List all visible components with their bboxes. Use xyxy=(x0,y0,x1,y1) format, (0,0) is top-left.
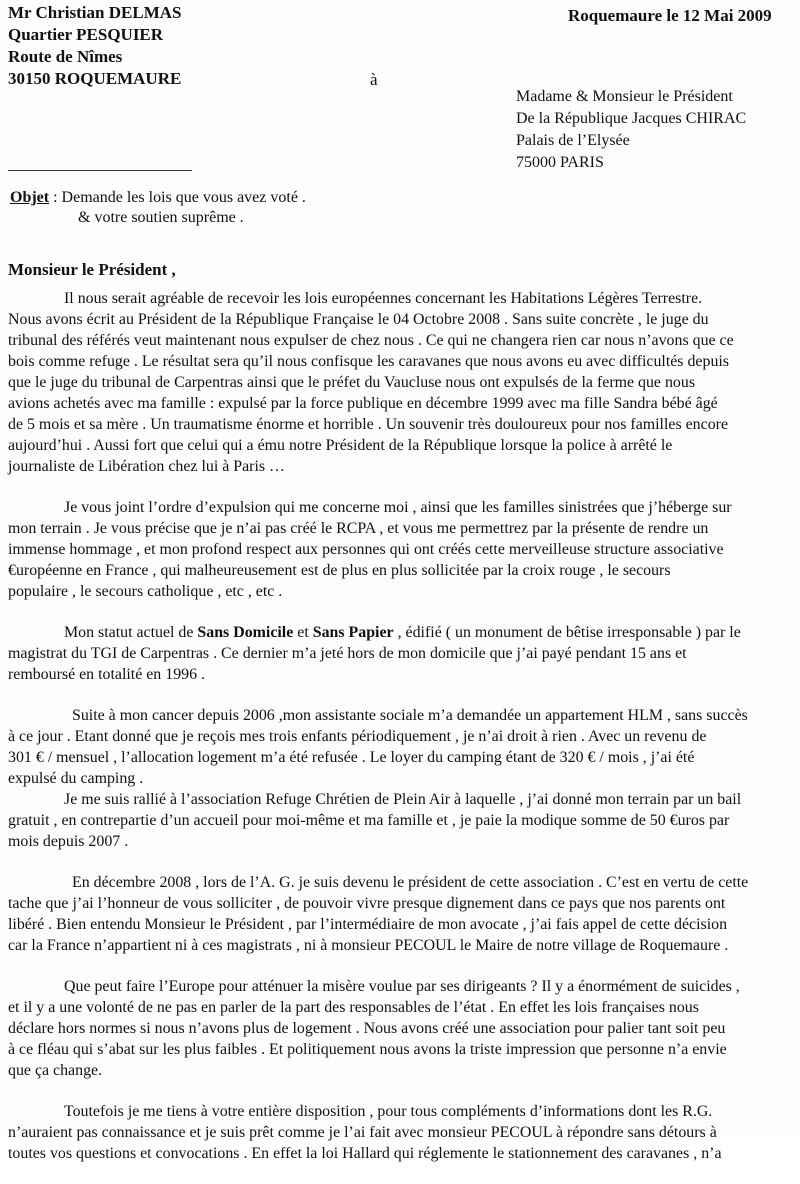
text-line: journaliste de Libération chez lui à Paris … xyxy=(8,458,285,475)
text-line: Toutefois je me tiens à votre entière disposition , pour tous compléments d’informations dont les R.G. xyxy=(64,1103,713,1120)
text-run: Mon statut actuel de xyxy=(64,624,198,641)
text-line: magistrat du TGI de Carpentras . Ce dernier m’a jeté hors de mon domicile que j’ai payé pendant 15 ans et xyxy=(8,645,687,662)
text-line: que le juge du tribunal de Carpentras ainsi que le préfet du Vaucluse nous ont expulsés de la ferme que nous xyxy=(8,374,696,391)
salutation: Monsieur le Président , xyxy=(8,260,176,279)
status-sans-papier: Sans Papier xyxy=(312,624,394,641)
sender-line-2: Quartier PESQUIER xyxy=(8,25,164,44)
sender-line-4: 30150 ROQUEMAURE xyxy=(8,69,182,88)
text-line: Nous avons écrit au Président de la République Française le 04 Octobre 2008 . Sans suite concrète , le juge du xyxy=(8,311,709,328)
status-sans-domicile: Sans Domicile xyxy=(197,624,294,641)
separator-rule xyxy=(8,170,192,171)
text-line: mon terrain . Je vous précise que je n’ai pas créé le RCPA , et vous me permettrez par la présente de rendre un xyxy=(8,520,709,537)
text-line: que ça change. xyxy=(8,1062,103,1079)
paragraph-7 xyxy=(8,976,798,1081)
text-line: libéré . Bien entendu Monsieur le Président , par l’intermédiaire de mon avocate , j’ai fais appel de cette décision xyxy=(8,916,728,933)
text-line: Que peut faire l’Europe pour atténuer la misère voulue par ses dirigeants ? Il y a énormément de suicides , xyxy=(64,978,740,995)
text-line: car la France n’appartient ni à ces magistrats , ni à monsieur PECOUL le Maire de notre village de Roquemaure . xyxy=(8,937,729,954)
text-line: aujourd’hui . Aussi fort que celui qui a ému notre Président de la République lorsque la police à arrêté le xyxy=(8,437,673,454)
paragraph-8 xyxy=(8,1101,798,1164)
text-line: n’auraient pas connaissance et je suis prêt comme je l’ai fait avec monsieur PECOUL à répondre sans détours à xyxy=(8,1124,717,1141)
subject-line-1: : Demande les lois que vous avez voté . xyxy=(49,189,306,206)
sender-line-3: Route de Nîmes xyxy=(8,47,123,66)
text-line: bois comme refuge . Le résultat sera qu’il nous confisque les caravanes que nous avons eu avec difficultés depuis xyxy=(8,353,730,370)
text-line: Je vous joint l’ordre d’expulsion qui me concerne moi , ainsi que les familles sinistrées que j’héberge sur xyxy=(64,499,732,516)
paragraph-2 xyxy=(8,497,798,602)
text-line: toutes vos questions et convocations . En effet la loi Hallard qui réglemente le stationnement des caravanes , n’a xyxy=(8,1145,722,1162)
text-run: et xyxy=(293,624,313,641)
letter-body xyxy=(8,288,798,1184)
text-line: Il nous serait agréable de recevoir les lois européennes concernant les Habitations Légères Terrestre. xyxy=(64,290,703,307)
text-line: remboursé en totalité en 1996 . xyxy=(8,666,206,683)
paragraph-3 xyxy=(8,622,798,685)
recipient-line-1: Madame & Monsieur le Président xyxy=(516,88,733,105)
text-line: Je me suis rallié à l’association Refuge Chrétien de Plein Air à laquelle , j’ai donné mon terrain par un bail xyxy=(64,791,742,808)
text-line: et il y a une volonté de ne pas en parler de la part des responsables de l’état . En effet les lois françaises nous xyxy=(8,999,699,1016)
text-line: immense hommage , et mon profond respect aux personnes qui ont créés cette merveilleuse structure associative xyxy=(8,541,724,558)
sender-name: Mr Christian DELMAS xyxy=(8,3,182,22)
text-line: €uropéenne en France , qui malheureusement est de plus en plus sollicitée par la croix rouge , le secours xyxy=(8,562,671,579)
subject-label: Objet xyxy=(10,189,50,206)
text-line: à ce fléau qui s’abat sur les plus faibles . Et politiquement nous avons la triste impression que personne n’a envie xyxy=(8,1041,727,1058)
text-line: avions achetés avec ma famille : expulsé par la force publique en décembre 1999 avec ma fille Sandra bébé âgé xyxy=(8,395,718,412)
text-line: En décembre 2008 , lors de l’A. G. je suis devenu le président de cette association . C’est en vertu de cette xyxy=(72,874,749,891)
text-run: , édifié ( un monument de bêtise irresponsable ) par le xyxy=(393,624,741,641)
text-line: populaire , le secours catholique , etc , etc . xyxy=(8,583,283,600)
to-marker: à xyxy=(370,70,378,89)
text-line: gratuit , en contrepartie d’un accueil pour moi-même et ma famille et , je paie la modique somme de 50 €uros par xyxy=(8,812,730,829)
text-line: expulsé du camping . xyxy=(8,770,144,787)
text-line: tribunal des référés veut maintenant nous expulser de chez nous . Ce qui ne changera rien car nous n’avons que ce xyxy=(8,332,734,349)
recipient-line-2: De la République Jacques CHIRAC xyxy=(516,110,747,127)
paragraph-5 xyxy=(8,789,798,852)
paragraph-4 xyxy=(8,705,798,789)
text-line xyxy=(8,622,798,643)
text-line: déclare hors normes si nous n’avons plus de logement . Nous avons créé une association pour palier tant soit peu xyxy=(8,1020,726,1037)
paragraph-6 xyxy=(8,872,798,956)
text-line: à ce jour . Etant donné que je reçois mes trois enfants périodiquement , je n’ai droit à rien . Avec un revenu de xyxy=(8,728,707,745)
text-line: de 5 mois et sa mère . Un traumatisme énorme et horrible . Un souvenir très douloureux pour nos familles encore xyxy=(8,416,728,433)
paragraph-1 xyxy=(8,288,798,477)
text-line: tache que j’ai l’honneur de vous solliciter , de pouvoir vivre presque dignement dans ce pays que nos parents ont xyxy=(8,895,726,912)
sender-address xyxy=(8,2,181,90)
subject-block xyxy=(10,188,306,228)
recipient-line-3: Palais de l’Elysée xyxy=(516,132,630,149)
text-line: mois depuis 2007 . xyxy=(8,833,129,850)
text-line: Suite à mon cancer depuis 2006 ,mon assistante sociale m’a demandée un appartement HLM , sans succès xyxy=(72,707,748,724)
recipient-line-4: 75000 PARIS xyxy=(516,154,604,171)
subject-line-2: & votre soutien suprême . xyxy=(78,209,244,226)
recipient-address xyxy=(516,86,746,174)
letter-date: Roquemaure le 12 Mai 2009 xyxy=(568,6,772,25)
text-line: 301 € / mensuel , l’allocation logement m’a été refusée . Le loyer du camping étant de 320 € / mois , j’ai été xyxy=(8,749,695,766)
